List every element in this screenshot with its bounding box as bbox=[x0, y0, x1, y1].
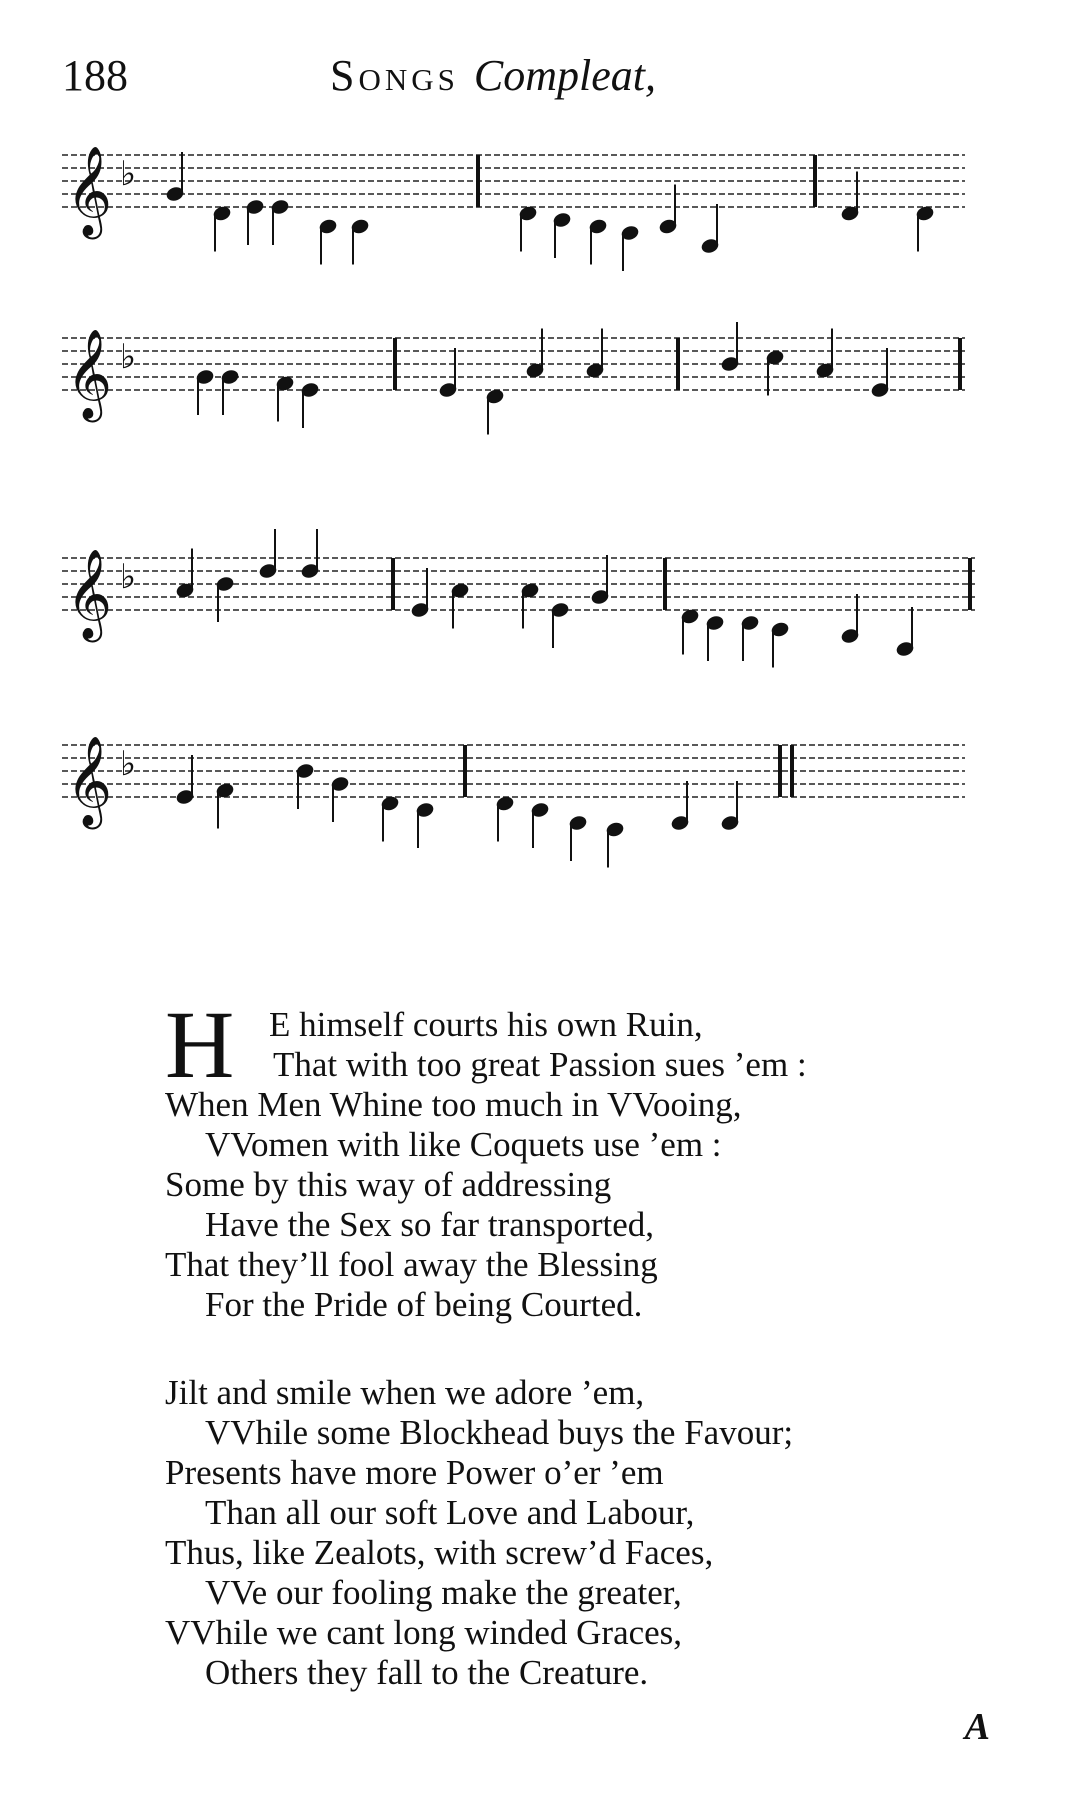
running-head-italic: Compleat, bbox=[473, 51, 656, 100]
verse-line: For the Pride of being Courted. bbox=[205, 1285, 643, 1324]
treble-clef-icon: 𝄞 bbox=[66, 736, 113, 826]
verse-line: VVhile some Blockhead buys the Favour; bbox=[205, 1413, 794, 1452]
page-number: 188 bbox=[62, 51, 128, 100]
verse-line: Than all our soft Love and Labour, bbox=[205, 1493, 695, 1532]
music-system bbox=[62, 322, 965, 435]
catchword: A bbox=[964, 1706, 990, 1748]
verse-line: Presents have more Power o’er ’em bbox=[165, 1453, 664, 1492]
verse-line: Have the Sex so far transported, bbox=[205, 1205, 655, 1244]
music-system bbox=[62, 529, 975, 668]
verse-line: Others they fall to the Creature. bbox=[205, 1653, 649, 1692]
verse-line: VVe our fooling make the greater, bbox=[205, 1573, 682, 1612]
treble-clef-icon: 𝄞 bbox=[66, 549, 113, 639]
lyrics bbox=[165, 991, 1025, 1741]
treble-clef-icon: 𝄞 bbox=[66, 329, 113, 419]
running-head-smallcaps: Songs bbox=[330, 51, 459, 100]
verse-line: Thus, like Zealots, with screw’d Faces, bbox=[165, 1533, 714, 1572]
music-system bbox=[62, 146, 965, 271]
drop-cap: H bbox=[165, 991, 235, 1098]
music-system bbox=[62, 736, 965, 868]
flat-icon: ♭ bbox=[120, 557, 137, 597]
flat-icon: ♭ bbox=[120, 154, 137, 194]
flat-icon: ♭ bbox=[120, 337, 137, 377]
flat-icon: ♭ bbox=[120, 744, 137, 784]
verse-line: That with too great Passion sues ’em : bbox=[273, 1045, 807, 1084]
verse-line: VVhile we cant long winded Graces, bbox=[165, 1613, 683, 1652]
treble-clef-icon: 𝄞 bbox=[66, 146, 113, 236]
verse-line: VVomen with like Coquets use ’em : bbox=[205, 1125, 722, 1164]
verse-line: E himself courts his own Ruin, bbox=[269, 1005, 703, 1044]
verse-line: Some by this way of addressing bbox=[165, 1165, 612, 1204]
verse-line: Jilt and smile when we adore ’em, bbox=[165, 1373, 645, 1412]
verse-line: That they’ll fool away the Blessing bbox=[165, 1245, 658, 1284]
verse-line: When Men Whine too much in VVooing, bbox=[165, 1085, 742, 1124]
stanza-1 bbox=[165, 991, 1025, 1325]
stanza-2 bbox=[165, 1373, 1025, 1693]
